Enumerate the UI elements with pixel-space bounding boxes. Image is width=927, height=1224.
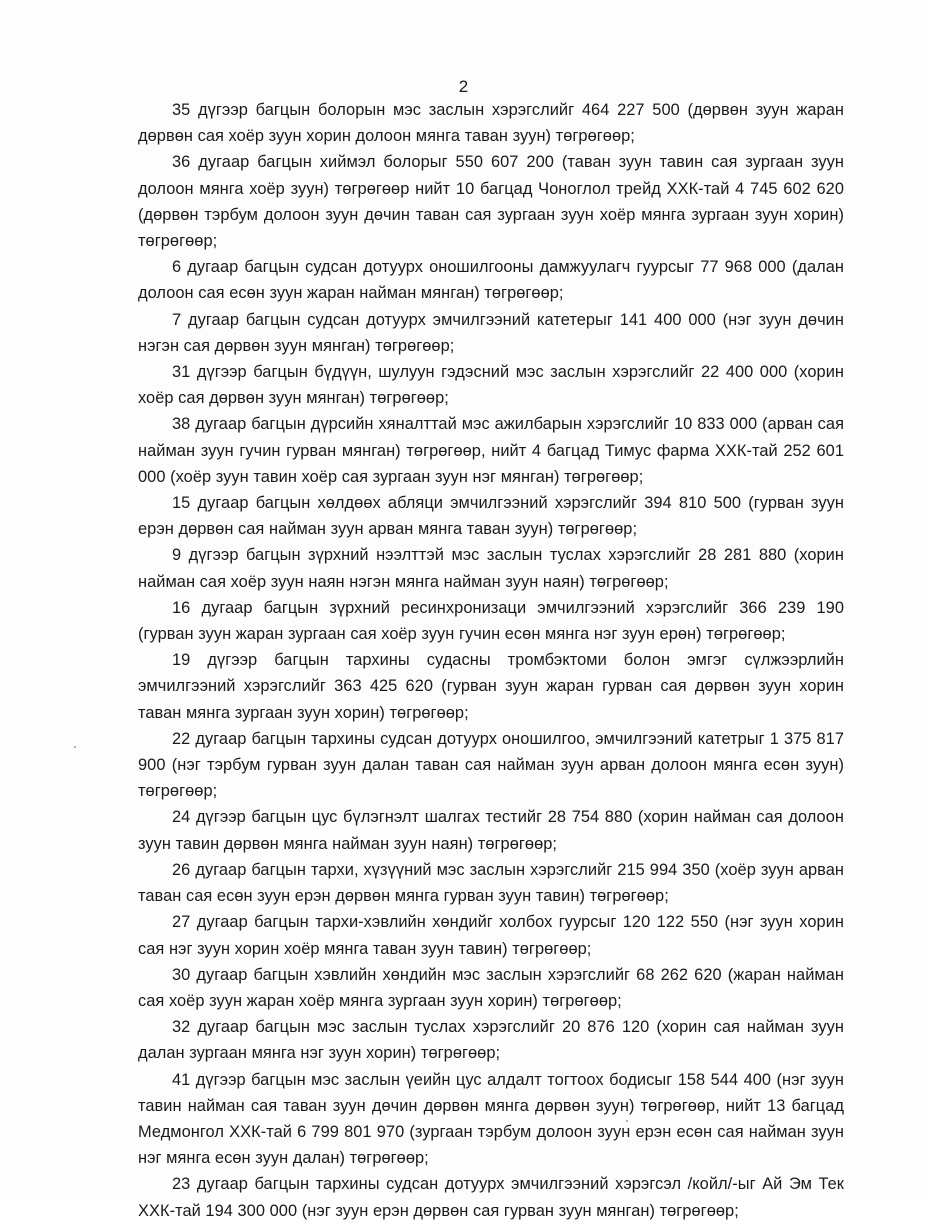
paragraph-lot-16: 16 дугаар багцын зүрхний ресинхронизаци эмчилгээний хэрэгслийг 366 239 190 (гурван зуун жаран зургаан сая хоёр зуун гучин есөн мянга нэг зуун ерөн) төгрөгөөр; <box>138 598 844 644</box>
paragraph-lot-41: 41 дүгээр багцын мэс заслын үеийн цус алдалт тогтоох бодисыг 158 544 400 (нэг зуун тавин найман сая таван зуун дөчин дөрвөн мянга дөрвөн зуун) төгрөгөөр, нийт 13 багцад Медмонгол ХХК-тай 6 799 801 970 (зургаан тэрбум долоон зуун ерэн есөн сая найман зуун нэг мянга есөн зуун далан) төгрөгөөр; <box>138 1070 844 1168</box>
scan-speck <box>626 1120 628 1122</box>
paragraph-lot-36: 36 дугаар багцын хиймэл болорыг 550 607 200 (таван зуун тавин сая зургаан зуун долоон мянга хоёр зуун) төгрөгөөр нийт 10 багцад Чоноглол трейд ХХК-тай 4 745 602 620 (дөрвөн тэрбум долоон зуун дөчин таван сая зургаан зуун хоёр мянга зургаан зуун хорин) төгрөгөөр; <box>138 153 844 251</box>
paragraph-lot-15: 15 дугаар багцын хөлдөөх абляци эмчилгээний хэрэгслийг 394 810 500 (гурван зуун ерэн дөрвөн сая найман зуун арван мянга таван зуун) төгрөгөөр; <box>138 494 844 539</box>
paragraph-lot-9: 9 дүгээр багцын зүрхний нээлттэй мэс заслын туслах хэрэгслийг 28 281 880 (хорин найман сая хоёр зуун наян нэгэн мянга найман зуун наян) төгрөгөөр; <box>138 546 844 591</box>
paragraph-lot-22: 22 дугаар багцын тархины судсан дотуурх оношилгоо, эмчилгээний катетрыг 1 375 817 900 (нэг тэрбум гурван зуун далан таван сая найман зуун арван долоон мянга есөн зуун) төгрөгөөр; <box>138 729 844 801</box>
paragraph-lot-19: 19 дүгээр багцын тархины судасны тромбэктоми болон эмгэг сүлжээрлийн эмчилгээний хэрэгслийг 363 425 620 (гурван зуун жаран гурван сая дөрвөн зуун хорин таван мянга зургаан зуун хорин) төгрөгөөр; <box>138 651 844 722</box>
paragraph-lot-23: 23 дугаар багцын тархины судсан дотуурх эмчилгээний хэрэгсэл /койл/-ыг Ай Эм Тек ХХК-тай 194 300 000 (нэг зуун ерэн дөрвөн сая гурван зуун мянган) төгрөгөөр; <box>138 1175 844 1220</box>
paragraph-lot-27: 27 дугаар багцын тархи-хэвлийн хөндийг холбох гуурсыг 120 122 550 (нэг зуун хорин сая нэг зуун хорин хоёр мянга таван зуун тавин) төгрөгөөр; <box>138 913 844 958</box>
scan-speck <box>74 746 76 748</box>
paragraph-lot-38: 38 дугаар багцын дүрсийн хяналттай мэс ажилбарын хэрэгслийг 10 833 000 (арван сая найман зуун гучин гурван мянган) төгрөгөөр, нийт 4 багцад Тимус фарма ХХК-тай 252 601 000 (хоёр зуун тавин хоёр сая зургаан зуун нэг мянган) төгрөгөөр; <box>138 415 844 486</box>
paragraph-lot-26: 26 дугаар багцын тархи, хүзүүний мэс заслын хэрэгслийг 215 994 350 (хоёр зуун арван таван сая есөн зуун ерэн дөрвөн мянга гурван зуун тавин) төгрөгөөр; <box>138 860 844 906</box>
paragraph-lot-30: 30 дугаар багцын хэвлийн хөндийн мэс заслын хэрэгслийг 68 262 620 (жаран найман сая хоёр зуун жаран хоёр мянга зургаан зуун хорин) төгрөгөөр; <box>138 965 844 1010</box>
paragraph-lot-7: 7 дугаар багцын судсан дотуурх эмчилгээний катетерыг 141 400 000 (нэг зуун дөчин нэгэн сая дөрвөн зуун мянган) төгрөгөөр; <box>138 310 844 355</box>
paragraph-lot-31: 31 дүгээр багцын бүдүүн, шулуун гэдэсний мэс заслын хэрэгслийг 22 400 000 (хорин хоёр сая дөрвөн зуун мянган) төгрөгөөр; <box>138 363 844 408</box>
document-body <box>138 97 844 1224</box>
paragraph-lot-6: 6 дугаар багцын судсан дотуурх оношилгооны дамжуулагч гуурсыг 77 968 000 (далан долоон сая есөн зуун жаран найман мянган) төгрөгөөр; <box>138 258 844 303</box>
page-number: 2 <box>458 77 469 96</box>
paragraph-lot-35: 35 дүгээр багцын болорын мэс заслын хэрэгслийг 464 227 500 (дөрвөн зуун жаран дөрвөн сая хоёр зуун хорин долоон мянга таван зуун) төгрөгөөр; <box>138 101 844 146</box>
paragraph-lot-32: 32 дугаар багцын мэс заслын туслах хэрэгслийг 20 876 120 (хорин сая найман зуун далан зургаан мянга нэг зуун хорин) төгрөгөөр; <box>138 1018 844 1063</box>
paragraph-lot-24: 24 дүгээр багцын цус бүлэгнэлт шалгах тестийг 28 754 880 (хорин найман сая долоон зуун тавин дөрвөн мянга найман зуун наян) төгрөгөөр; <box>138 808 844 853</box>
